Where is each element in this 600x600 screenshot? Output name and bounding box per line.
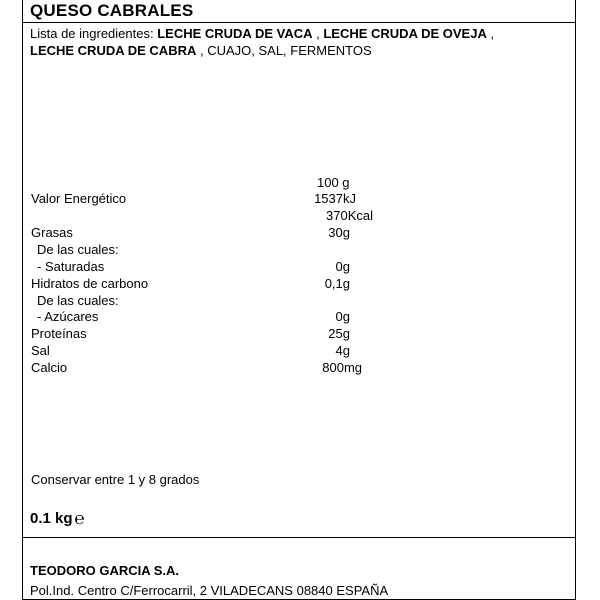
company-name: TEODORO GARCIA S.A.	[30, 563, 180, 578]
nutrition-label-of-which: De las cuales:	[37, 242, 119, 257]
ingredient-cow-milk: LECHE CRUDA DE VACA	[157, 26, 313, 41]
nutrition-value-fat: 30g	[328, 225, 350, 240]
storage-instructions: Conservar entre 1 y 8 grados	[31, 472, 200, 487]
nutrition-value-protein: 25g	[328, 326, 350, 341]
ingredients-sep: ,	[312, 26, 324, 41]
nutrition-label-of-which: De las cuales:	[37, 293, 119, 308]
nutrition-value-carbohydrate: 0,1g	[324, 276, 350, 291]
ingredients-rest: , CUAJO, SAL, FERMENTOS	[196, 43, 372, 58]
nutrition-label-calcium: Calcio	[31, 360, 68, 375]
ingredients-list	[30, 25, 570, 59]
divider-title	[22, 22, 576, 23]
nutrition-value-energy-kcal: 370Kcal	[326, 208, 373, 223]
nutrition-label-fat: Grasas	[31, 225, 73, 240]
product-title: QUESO CABRALES	[30, 1, 194, 20]
net-weight	[30, 510, 85, 527]
nutrition-per-100g: 100 g	[317, 175, 350, 190]
nutrition-value-calcium: 800mg	[322, 360, 362, 375]
estimated-sign-icon: ℮	[74, 509, 85, 528]
nutrition-label-sugars: - Azúcares	[37, 309, 99, 324]
nutrition-label-protein: Proteínas	[31, 326, 87, 341]
nutrition-label-energy: Valor Energético	[31, 191, 127, 206]
nutrition-value-sugars: 0g	[335, 309, 350, 324]
company-address: Pol.Ind. Centro C/Ferrocarril, 2 VILADECANS 08840 ESPAÑA	[30, 583, 389, 598]
ingredients-prefix: Lista de ingredientes:	[30, 26, 158, 41]
divider-weight	[22, 537, 576, 538]
nutrition-label-salt: Sal	[31, 343, 50, 358]
ingredient-goat-milk: LECHE CRUDA DE CABRA	[30, 43, 197, 58]
nutrition-value-saturates: 0g	[335, 259, 350, 274]
nutrition-label-carbohydrate: Hidratos de carbono	[31, 276, 149, 291]
ingredient-sheep-milk: LECHE CRUDA DE OVEJA	[323, 26, 487, 41]
nutrition-label-saturates: - Saturadas	[37, 259, 105, 274]
net-weight-value: 0.1 kg	[30, 510, 73, 527]
ingredients-sep: ,	[486, 26, 495, 41]
nutrition-value-salt: 4g	[335, 343, 350, 358]
nutrition-value-energy-kj: 1537kJ	[314, 191, 356, 206]
